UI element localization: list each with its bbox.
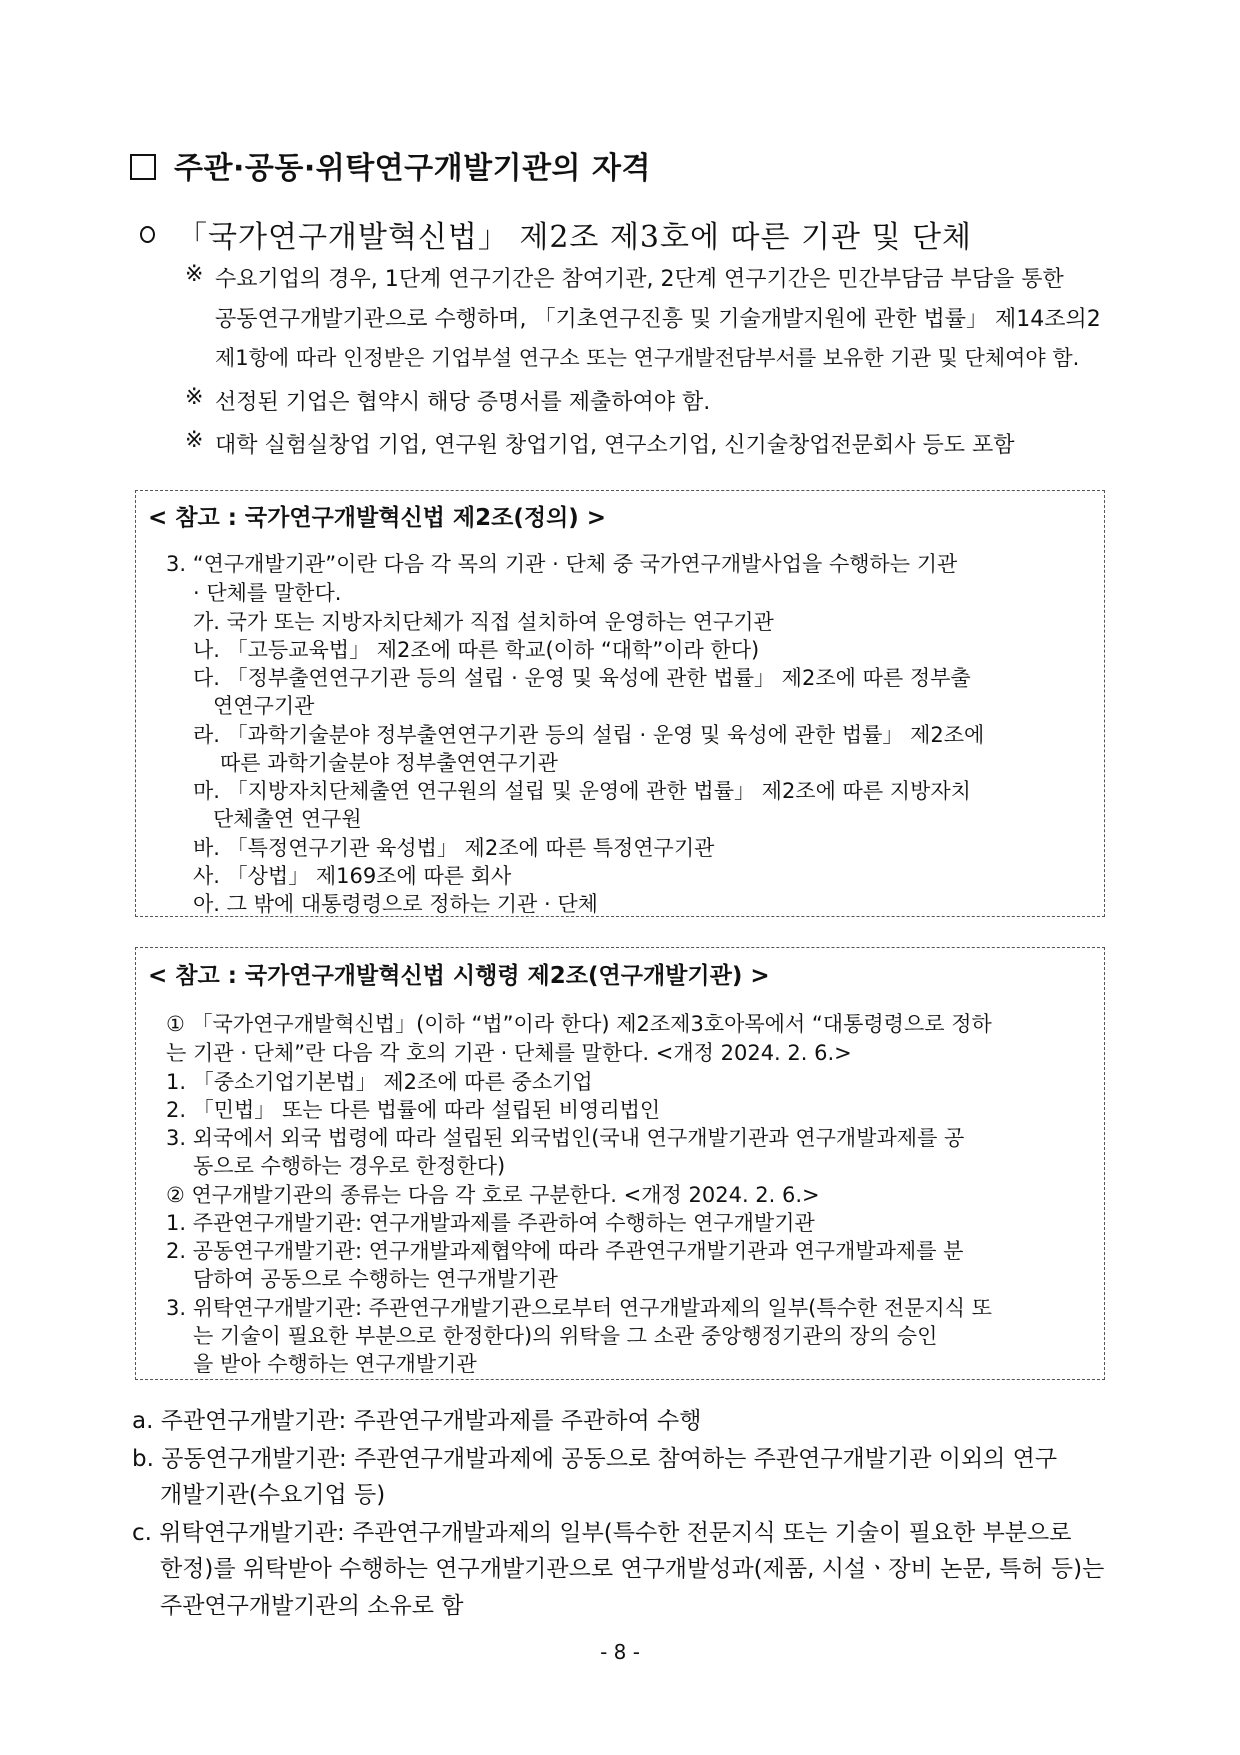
box-line: 1. 주관연구개발기관: 연구개발과제를 주관하여 수행하는 연구개발기관: [166, 1211, 815, 1235]
sub-heading-text: 「국가연구개발혁신법」 제2조 제3호에 따른 기관 및 단체: [177, 220, 972, 255]
section-heading-text: 주관·공동·위탁연구개발기관의 자격: [174, 151, 651, 186]
box-line: ② 연구개발기관의 종류는 다음 각 호로 구분한다. <개정 2024. 2. 6.>: [166, 1183, 820, 1207]
reference-box-definition: [135, 490, 1105, 917]
box-line: 담하여 공동으로 수행하는 연구개발기관: [193, 1267, 558, 1291]
note-1-line-3: 제1항에 따라 인정받은 기업부설 연구소 또는 연구개발전담부서를 보유한 기관 및 단체여야 함.: [215, 346, 1080, 370]
checkbox-square-icon: [130, 154, 156, 180]
reference-box-enforcement-decree: [135, 947, 1105, 1380]
section-heading: [130, 143, 651, 187]
note-3: 대학 실험실창업 기업, 연구원 창업기업, 연구소기업, 신기술창업전문회사 등도 포함: [215, 433, 1015, 458]
sub-heading: [140, 212, 972, 256]
box-line: 아. 그 밖에 대통령령으로 정하는 기관 · 단체: [193, 892, 598, 916]
box-line: 바. 「특정연구기관 육성법」 제2조에 따른 특정연구기관: [193, 836, 715, 860]
box-line: 는 기관 · 단체”란 다음 각 호의 기관 · 단체를 말한다. <개정 2024. 2. 6.>: [166, 1041, 852, 1065]
note-mark: ※: [185, 428, 204, 453]
box-line: 3. 외국에서 외국 법령에 따라 설립된 외국법인(국내 연구개발기관과 연구개발과제를 공: [166, 1126, 965, 1150]
box-line: · 단체를 말한다.: [193, 581, 342, 605]
reference-box-title: < 참고 : 국가연구개발혁신법 제2조(정의) >: [148, 505, 607, 531]
list-item-a: a. 주관연구개발기관: 주관연구개발과제를 주관하여 수행: [132, 1408, 702, 1434]
box-line: 동으로 수행하는 경우로 한정한다): [193, 1154, 506, 1178]
box-line: 단체출연 연구원: [213, 807, 362, 831]
page-number: - 8 -: [600, 1640, 640, 1664]
note-1-line-2: 공동연구개발기관으로 수행하며, 「기초연구진흥 및 기술개발지원에 관한 법률」 제14조의2: [215, 307, 1101, 332]
list-item-c-line-2: 한정)를 위탁받아 수행하는 연구개발기관으로 연구개발성과(제품, 시설ㆍ장비 논문, 특허 등)는: [160, 1556, 1105, 1582]
box-line: 1. 「중소기업기본법」 제2조에 따른 중소기업: [166, 1070, 593, 1094]
box-line: ① 「국가연구개발혁신법」(이하 “법”이라 한다) 제2조제3호아목에서 “대통령령으로 정하: [166, 1012, 992, 1036]
box-line: 2. 공동연구개발기관: 연구개발과제협약에 따라 주관연구개발기관과 연구개발과제를 분: [166, 1239, 964, 1263]
box-line: 을 받아 수행하는 연구개발기관: [193, 1352, 477, 1376]
box-line: 나. 「고등교육법」 제2조에 따른 학교(이하 “대학”이라 한다): [193, 638, 760, 662]
box-line: 마. 「지방자치단체출연 연구원의 설립 및 운영에 관한 법률」 제2조에 따른 지방자치: [193, 779, 971, 803]
box-line: 라. 「과학기술분야 정부출연연구기관 등의 설립 · 운영 및 육성에 관한 법률」 제2조에: [193, 723, 985, 747]
box-line: 3. 위탁연구개발기관: 주관연구개발기관으로부터 연구개발과제의 일부(특수한 전문지식 또: [166, 1296, 992, 1320]
box-line: 가. 국가 또는 지방자치단체가 직접 설치하여 운영하는 연구기관: [193, 610, 774, 634]
box-line: 연연구기관: [213, 694, 315, 718]
box-line: 는 기술이 필요한 부분으로 한정한다)의 위탁을 그 소관 중앙행정기관의 장의 승인: [193, 1324, 938, 1348]
note-2: 선정된 기업은 협약시 해당 증명서를 제출하여야 함.: [215, 390, 711, 415]
list-item-c-line-1: c. 위탁연구개발기관: 주관연구개발과제의 일부(특수한 전문지식 또는 기술이 필요한 부분으로: [132, 1520, 1072, 1546]
list-item-b-line-1: b. 공동연구개발기관: 주관연구개발과제에 공동으로 참여하는 주관연구개발기관 이외의 연구: [132, 1446, 1058, 1472]
note-1-line-1: 수요기업의 경우, 1단계 연구기간은 참여기관, 2단계 연구기간은 민간부담금 부담을 통한: [215, 267, 1064, 292]
list-item-c-line-3: 주관연구개발기관의 소유로 함: [160, 1593, 464, 1619]
list-item-b-line-2: 개발기관(수요기업 등): [160, 1482, 386, 1508]
box-line: 3. “연구개발기관”이란 다음 각 목의 기관 · 단체 중 국가연구개발사업을 수행하는 기관: [166, 552, 958, 576]
circle-bullet-icon: [140, 226, 155, 243]
reference-box-title: < 참고 : 국가연구개발혁신법 시행령 제2조(연구개발기관) >: [148, 963, 770, 989]
note-mark: ※: [185, 262, 204, 287]
note-mark: ※: [185, 385, 204, 410]
box-line: 다. 「정부출연연구기관 등의 설립 · 운영 및 육성에 관한 법률」 제2조에 따른 정부출: [193, 666, 971, 690]
box-line: 2. 「민법」 또는 다른 법률에 따라 설립된 비영리법인: [166, 1098, 661, 1122]
box-line: 따른 과학기술분야 정부출연연구기관: [220, 751, 558, 775]
box-line: 사. 「상법」 제169조에 따른 회사: [193, 864, 512, 888]
